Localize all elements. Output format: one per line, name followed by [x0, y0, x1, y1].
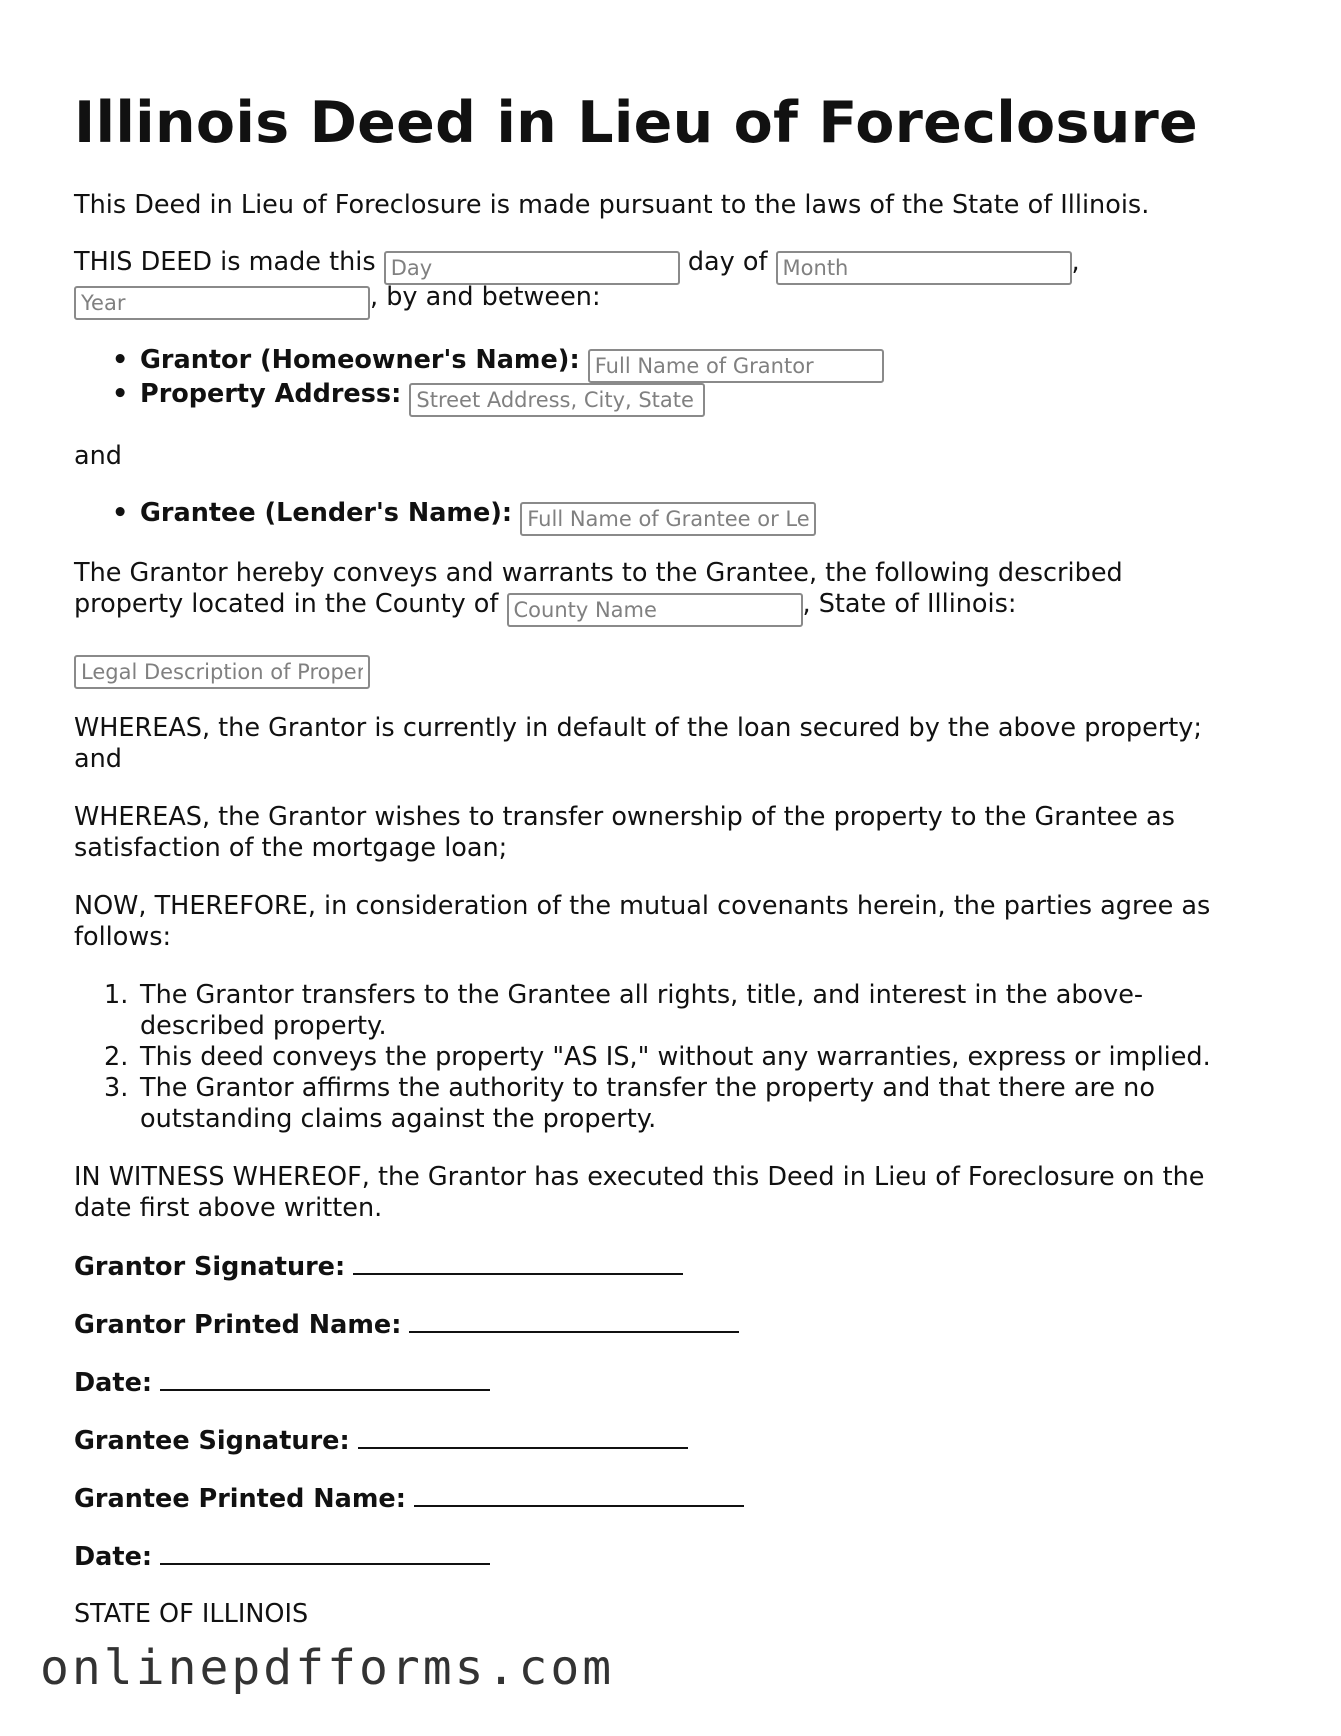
grantor-date-label: Date: — [74, 1368, 153, 1398]
watermark-text: onlinepdfforms.com — [40, 1640, 615, 1696]
grantor-name-label: Grantor (Homeowner's Name): — [140, 345, 580, 375]
made-this-prefix: THIS DEED is made this — [74, 247, 376, 277]
grantor-date-row — [74, 1367, 490, 1399]
term-item-2 — [104, 1042, 1211, 1073]
grantor-printed-name-row — [74, 1309, 739, 1341]
month-input[interactable] — [776, 251, 1072, 285]
grantor-signature-label: Grantor Signature: — [74, 1252, 346, 1282]
county-input[interactable] — [507, 593, 803, 627]
grantee-printed-name-label: Grantee Printed Name: — [74, 1484, 406, 1514]
term-text-cont: described property. — [140, 1011, 387, 1041]
year-line — [74, 282, 601, 320]
comma-text: , — [1071, 247, 1080, 277]
by-and-between-text: , by and between: — [370, 282, 601, 312]
grantee-printed-name-line[interactable] — [414, 1483, 744, 1507]
property-address-input[interactable] — [409, 383, 705, 417]
witness-line-2: date first above written. — [74, 1193, 383, 1223]
conveys-line-1: The Grantor hereby conveys and warrants to the Grantee, the following described — [74, 558, 1123, 588]
grantor-printed-name-line[interactable] — [409, 1309, 739, 1333]
intro-text: This Deed in Lieu of Foreclosure is made pursuant to the laws of the State of Illinois. — [74, 190, 1150, 220]
grantee-date-line[interactable] — [160, 1541, 490, 1565]
bullet-icon: • — [112, 379, 129, 409]
whereas-2-line-1: WHEREAS, the Grantor wishes to transfer ownership of the property to the Grantee as — [74, 802, 1175, 832]
grantee-name-label: Grantee (Lender's Name): — [140, 498, 513, 528]
term-text-cont: outstanding claims against the property. — [140, 1104, 657, 1134]
grantee-signature-row — [74, 1425, 688, 1457]
term-item-1 — [104, 980, 1143, 1042]
term-number: 3. — [104, 1073, 129, 1103]
and-text: and — [74, 441, 122, 471]
grantor-name-input[interactable] — [588, 349, 884, 383]
grantor-date-line[interactable] — [160, 1367, 490, 1391]
property-address-item — [112, 379, 705, 417]
year-input[interactable] — [74, 286, 370, 320]
whereas-1-line-1: WHEREAS, the Grantor is currently in default of the loan secured by the above property; — [74, 713, 1202, 743]
whereas-1-line-2: and — [74, 744, 122, 774]
grantee-printed-name-row — [74, 1483, 744, 1515]
whereas-2-line-2: satisfaction of the mortgage loan; — [74, 833, 508, 863]
term-number: 1. — [104, 980, 129, 1010]
day-of-text: day of — [687, 247, 768, 277]
day-input[interactable] — [384, 251, 680, 285]
grantor-signature-row — [74, 1251, 683, 1283]
term-item-3 — [104, 1073, 1155, 1135]
term-text: The Grantor transfers to the Grantee all rights, title, and interest in the above- — [140, 980, 1144, 1010]
witness-line-1: IN WITNESS WHEREOF, the Grantor has executed this Deed in Lieu of Foreclosure on the — [74, 1162, 1205, 1192]
therefore-line-1: NOW, THEREFORE, in consideration of the mutual covenants herein, the parties agree as — [74, 891, 1211, 921]
grantor-printed-name-label: Grantor Printed Name: — [74, 1310, 402, 1340]
grantee-date-label: Date: — [74, 1542, 153, 1572]
bullet-icon: • — [112, 345, 129, 375]
legal-description-input[interactable] — [74, 655, 370, 689]
grantee-name-input[interactable] — [520, 502, 816, 536]
made-this-line — [74, 247, 1080, 285]
grantee-signature-label: Grantee Signature: — [74, 1426, 350, 1456]
legal-description-line — [74, 651, 370, 689]
bullet-icon: • — [112, 498, 129, 528]
conveys-line-2 — [74, 589, 1017, 627]
grantee-signature-line[interactable] — [358, 1425, 688, 1449]
state-of-illinois-text: , State of Illinois: — [802, 589, 1017, 619]
state-heading: STATE OF ILLINOIS — [74, 1599, 309, 1629]
property-address-label: Property Address: — [140, 379, 402, 409]
grantor-signature-line[interactable] — [353, 1251, 683, 1275]
term-number: 2. — [104, 1042, 129, 1072]
grantee-name-item — [112, 498, 816, 536]
county-prefix: property located in the County of — [74, 589, 499, 619]
therefore-line-2: follows: — [74, 922, 172, 952]
term-text: This deed conveys the property "AS IS," without any warranties, express or implied. — [140, 1042, 1211, 1072]
term-text: The Grantor affirms the authority to transfer the property and that there are no — [140, 1073, 1155, 1103]
grantee-date-row — [74, 1541, 490, 1573]
document-title: Illinois Deed in Lieu of Foreclosure — [74, 90, 1198, 156]
grantor-name-item — [112, 345, 884, 383]
